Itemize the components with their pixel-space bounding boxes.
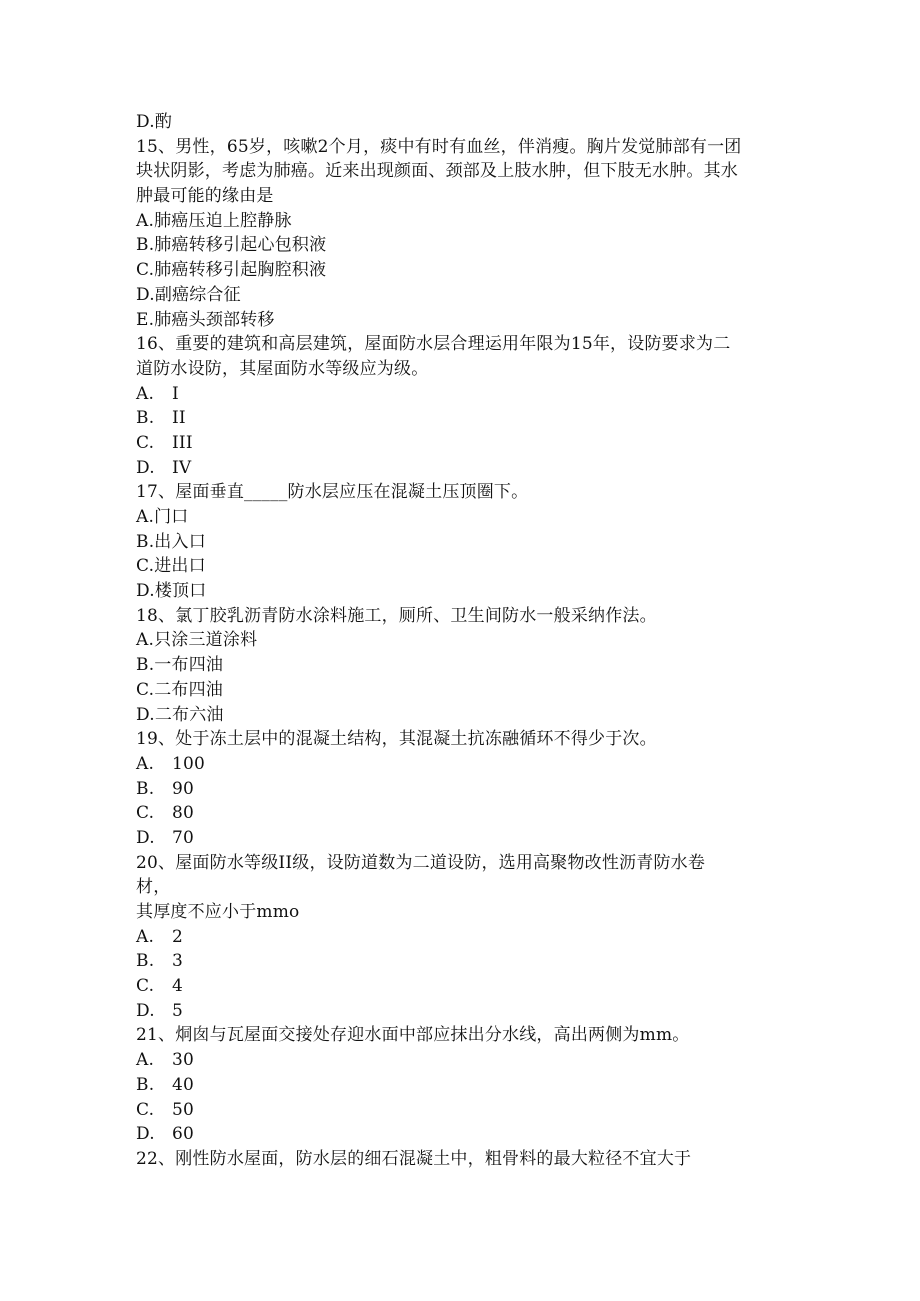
option-value: 40 [172,1074,195,1095]
option-letter: B. [136,778,155,799]
option-value: 100 [172,753,206,774]
option-line [136,777,796,802]
option-value: 90 [172,778,195,799]
option-value: 4 [172,976,184,997]
option-value: 30 [172,1050,195,1071]
question-22-text: 22、刚性防水屋面，防水层的细石混凝土中，粗骨料的最大粒径不宜大于 [136,1148,692,1169]
option-value: 5 [172,1000,184,1021]
option-line: D.副癌综合征 [136,284,241,305]
option-letter: A. [136,753,155,774]
option-line [136,1048,796,1073]
option-letter: D. [136,827,155,848]
option-value: III [172,432,193,453]
option-line: A.只涂三道涂料 [136,630,258,651]
question-20-text: 材， [136,877,171,898]
option-value: 60 [172,1124,195,1145]
option-value: 2 [172,926,184,947]
option-line: A.门口 [136,507,189,527]
option-letter: D. [136,457,155,478]
option-value: 80 [172,803,195,824]
question-15-text: 肿最可能的缘由是 [136,186,274,207]
option-line [136,382,796,407]
option-line: C.肺癌转移引起胸腔积液 [136,260,327,281]
option-line [136,974,796,999]
question-16-text: 16、重要的建筑和高层建筑，屋面防水层合理运用年限为15年，设防要求为二 [136,334,731,355]
question-21-text: 21、烔囱与瓦屋面交接处存迎水面中部应抹出分水线，高出两侧为mm。 [136,1025,690,1046]
option-line: B.肺癌转移引起心包积液 [136,235,327,256]
option-letter: A. [136,1050,155,1071]
option-value: IV [172,457,192,478]
option-line: B.一布四油 [136,655,224,676]
option-line [136,925,796,950]
option-letter: A. [136,383,155,404]
option-line [136,406,796,431]
option-line [136,826,796,851]
question-15-text: 15、男性，65岁，咳嗽2个月，痰中有时有血丝，伴消瘦。胸片发觉肺部有一团 [136,136,742,157]
option-value: II [172,408,186,429]
option-letter: A. [136,926,155,947]
option-line: D.楼顶口 [136,581,207,602]
option-letter: C. [136,803,155,824]
option-letter: B. [136,1074,155,1095]
option-letter: D. [136,1124,155,1145]
option-letter: B. [136,408,155,429]
option-line: C.进出口 [136,556,206,577]
option-value: 50 [172,1099,195,1120]
option-line: D.酌 [136,112,173,132]
option-value: I [172,383,179,404]
option-letter: C. [136,976,155,997]
option-line: C.二布四油 [136,679,224,700]
option-line [136,949,796,974]
option-line: E.肺癌头颈部转移 [136,309,275,330]
option-line [136,1073,796,1098]
option-line [136,752,796,777]
question-17-text: 17、屋面垂直_____防水层应压在混凝土压顶圈下。 [136,482,529,503]
document-body [136,110,796,1172]
question-19-text: 19、处于冻土层中的混凝土结构，其混凝土抗冻融循环不得少于次。 [136,729,657,750]
option-letter: B. [136,951,155,972]
option-line [136,1098,796,1123]
option-letter: C. [136,1099,155,1120]
question-20-text: 其厚度不应小于mmo [136,902,300,922]
question-15-text: 块状阴影，考虑为肺癌。近来出现颜面、颈部及上肢水肿，但下肢无水肿。其水 [136,161,738,182]
question-16-text: 道防水设防，其屋面防水等级应为级。 [136,358,429,379]
option-value: 70 [172,827,195,848]
option-line [136,1122,796,1147]
option-line: B.出入口 [136,531,206,552]
option-line [136,456,796,481]
option-line [136,801,796,826]
option-letter: D. [136,1000,155,1021]
option-value: 3 [172,951,184,972]
option-line [136,431,796,456]
option-line: A.肺癌压迫上腔静脉 [136,210,292,231]
question-20-text: 20、屋面防水等级II级，设防道数为二道设防，选用高聚物改性沥青防水卷 [136,852,706,873]
option-letter: C. [136,432,155,453]
question-18-text: 18、氯丁胶乳沥青防水涂料施工，厕所、卫生间防水一般采纳作法。 [136,605,657,626]
option-line [136,999,796,1024]
option-line: D.二布六油 [136,704,224,725]
